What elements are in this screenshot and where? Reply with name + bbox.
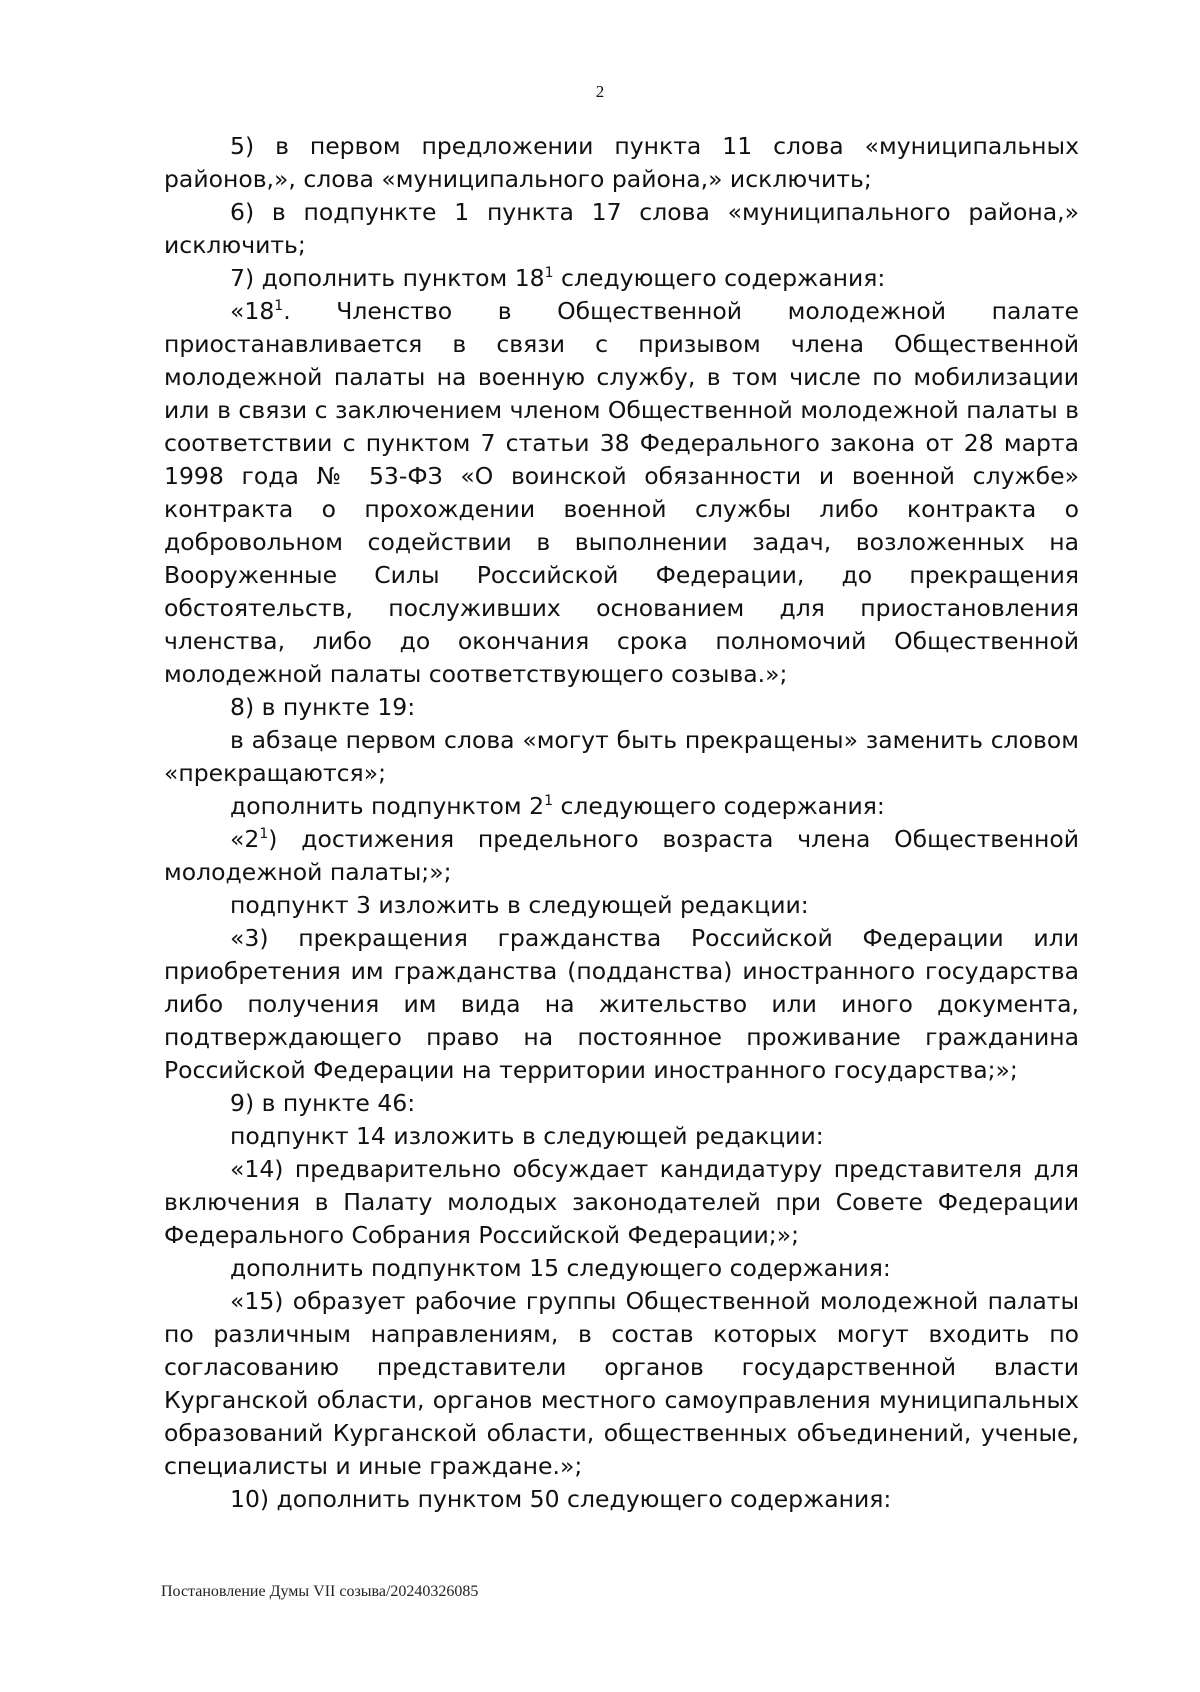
paragraph-subitem-3: «3) прекращения гражданства Российской Федерации или приобретения им гражданства (подданства) иностранного государства либо получения им вида на жительство или иного документа, подтверждающего право на постоянное проживание гражданина Российской Федерации на территории иностранного государства;»; bbox=[164, 924, 1079, 1084]
paragraph-text: следующего содержания: bbox=[553, 792, 885, 820]
superscript-index: 1 bbox=[259, 826, 269, 842]
paragraph-add-subitem-15: дополнить подпунктом 15 следующего содержания: bbox=[230, 1254, 891, 1282]
paragraph-text: дополнить подпунктом 2 bbox=[230, 792, 545, 820]
paragraph-text: следующего содержания: bbox=[553, 264, 886, 292]
paragraph-subitem-14-intro: подпункт 14 изложить в следующей редакции: bbox=[230, 1122, 824, 1150]
paragraph-text: 7) дополнить пунктом 18 bbox=[230, 264, 545, 292]
paragraph-add-subitem-2-1 bbox=[164, 790, 1079, 823]
paragraph-item-7 bbox=[164, 262, 1079, 295]
paragraph-item-9: 9) в пункте 46: bbox=[230, 1089, 416, 1117]
paragraph-item-10: 10) дополнить пунктом 50 следующего содержания: bbox=[230, 1485, 892, 1513]
paragraph-text: ) достижения предельного возраста члена Общественной молодежной палаты;»; bbox=[164, 825, 1079, 886]
page-number: 2 bbox=[595, 82, 605, 101]
paragraph-subitem-3-intro: подпункт 3 изложить в следующей редакции: bbox=[230, 891, 809, 919]
document-footer: Постановление Думы VII созыва/20240326085 bbox=[161, 1583, 479, 1600]
paragraph-subitem-14: «14) предварительно обсуждает кандидатуру представителя для включения в Палату молодых законодателей при Совете Федерации Федерального Собрания Российской Федерации;»; bbox=[164, 1155, 1079, 1249]
paragraph-item-6: 6) в подпункте 1 пункта 17 слова «муниципального района,» исключить; bbox=[164, 198, 1079, 259]
paragraph-text: «2 bbox=[230, 825, 260, 853]
document-body bbox=[164, 130, 1079, 1516]
paragraph-subitem-2-1 bbox=[164, 823, 1079, 889]
superscript-index: 1 bbox=[544, 793, 553, 809]
paragraph-text: . Членство в Общественной молодежной палате приостанавливается в связи с призывом члена Общественной молодежной палаты на военную службу, в том числе по мобилизации или в связи с заключением членом Общественной молодежной палаты в соответствии с пунктом 7 статьи 38 Федерального закона от 28 марта 1998 года № 53-ФЗ «О воинской обязанности и военной службе» контракта о прохождении военной службы либо контракта о добровольном содействии в выполнении задач, возложенных на Вооруженные Силы Российской Федерации, до прекращения обстоятельств, послуживших основанием для приостановления членства, либо до окончания срока полномочий Общественной молодежной палаты соответствующего созыва.»; bbox=[164, 297, 1079, 688]
superscript-index: 1 bbox=[274, 298, 284, 314]
paragraph-item-5: 5) в первом предложении пункта 11 слова «муниципальных районов,», слова «муниципального района,» исключить; bbox=[164, 132, 1079, 193]
paragraph-item-8: 8) в пункте 19: bbox=[230, 693, 416, 721]
paragraph-clause-18-1 bbox=[164, 295, 1079, 691]
paragraph-abzac-first: в абзаце первом слова «могут быть прекращены» заменить словом «прекращаются»; bbox=[164, 726, 1079, 787]
paragraph-subitem-15: «15) образует рабочие группы Общественной молодежной палаты по различным направлениям, в состав которых могут входить по согласованию представители органов государственной власти Курганской области, органов местного самоуправления муниципальных образований Курганской области, общественных объединений, ученые, специалисты и иные граждане.»; bbox=[164, 1287, 1079, 1480]
paragraph-text: «18 bbox=[230, 297, 275, 325]
superscript-index: 1 bbox=[544, 265, 554, 281]
